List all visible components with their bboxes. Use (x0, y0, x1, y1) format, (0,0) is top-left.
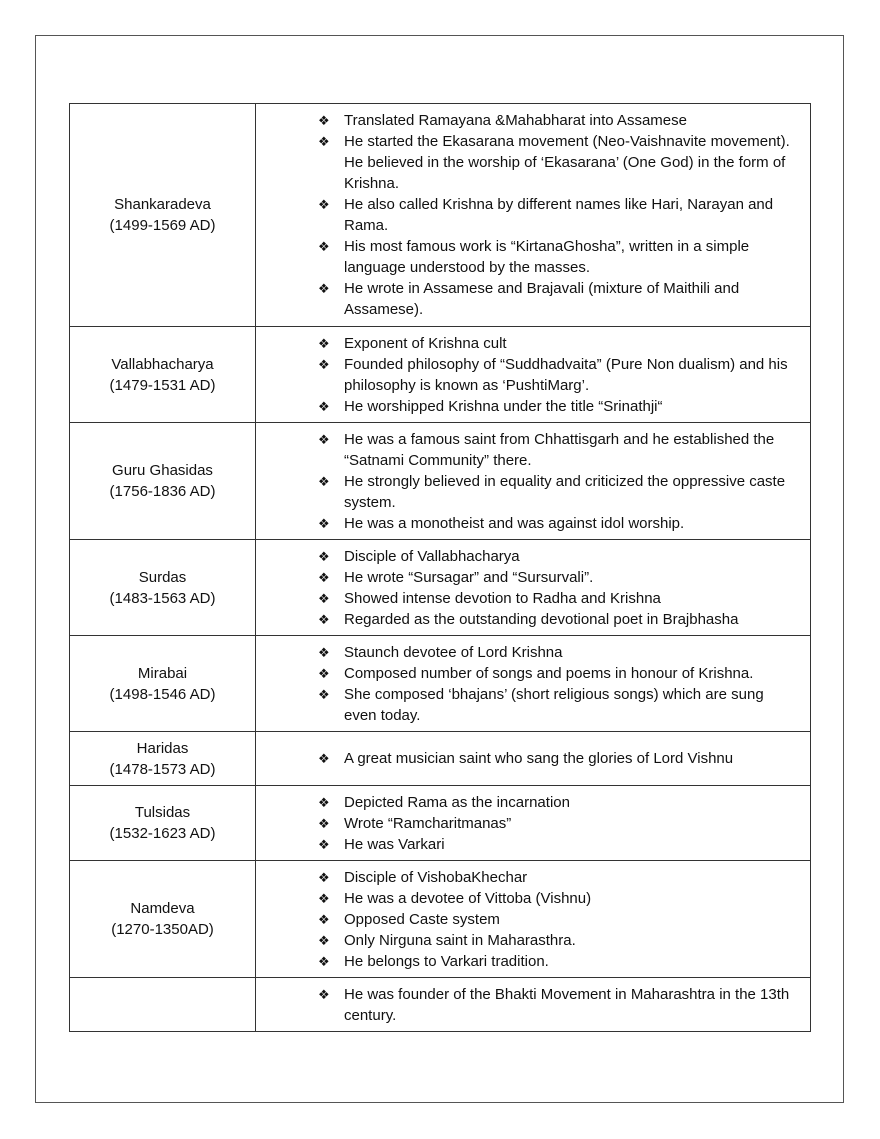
bullet-list (256, 429, 800, 534)
bullet-point: ❖ Regarded as the outstanding devotional poet in Brajbhasha (318, 609, 800, 630)
bhakti-saints-table (69, 103, 811, 1032)
table-row (70, 327, 811, 423)
bullet-point: ❖ He also called Krishna by different names like Hari, Narayan and Rama. (318, 194, 800, 236)
saint-description-cell (256, 732, 811, 786)
saint-description-cell (256, 540, 811, 636)
bullet-point: ❖ Founded philosophy of “Suddhadvaita” (Pure Non dualism) and his philosophy is known as ‘PushtiMarg’. (318, 354, 800, 396)
saint-dates: (1499-1569 AD) (109, 217, 216, 234)
table-body (70, 104, 811, 1032)
saint-name: Guru Ghasidas (112, 462, 213, 479)
saint-name: Surdas (138, 568, 187, 586)
bullet-point: ❖ He was a monotheist and was against idol worship. (318, 513, 800, 534)
bullet-point: ❖ He started the Ekasarana movement (Neo-Vaishnavite movement). He believed in the worship of ‘Ekasarana’ (One God) in the form of Krishna. (318, 131, 800, 194)
saint-name-cell (70, 327, 256, 423)
bullet-point: ❖ He strongly believed in equality and criticized the oppressive caste system. (318, 471, 800, 513)
bullet-list (256, 792, 800, 855)
bullet-list (256, 546, 800, 630)
bullet-point: ❖ Disciple of Vallabhacharya (318, 546, 800, 567)
saint-description-cell (256, 978, 811, 1032)
saint-name: Shankaradeva (114, 196, 211, 213)
saint-dates: (1270-1350AD) (111, 921, 214, 938)
saint-dates: (1532-1623 AD) (109, 825, 216, 842)
saint-name-cell (70, 732, 256, 786)
bullet-point: ❖ Depicted Rama as the incarnation (318, 792, 800, 813)
bullet-point: ❖ He wrote “Sursagar” and “Sursurvali”. (318, 567, 800, 588)
bullet-point: ❖ He worshipped Krishna under the title “Srinathji“ (318, 396, 800, 417)
saint-description-cell (256, 423, 811, 540)
saint-description-cell (256, 636, 811, 732)
saint-name-cell (70, 540, 256, 636)
bullet-point: ❖ Showed intense devotion to Radha and Krishna (318, 588, 800, 609)
saint-name: Namdeva (130, 900, 195, 917)
saint-name: Haridas (136, 739, 189, 757)
saint-description-cell (256, 786, 811, 861)
table-row (70, 636, 811, 732)
table-row (70, 423, 811, 540)
saint-name: Vallabhacharya (111, 355, 214, 373)
bullet-point: ❖ He was a famous saint from Chhattisgarh and he established the “Satnami Community” there. (318, 429, 800, 471)
saint-dates: (1756-1836 AD) (109, 483, 216, 500)
saint-dates: (1479-1531 AD) (109, 376, 216, 394)
saint-name: Mirabai (137, 664, 188, 682)
bullet-point: ❖ A great musician saint who sang the glories of Lord Vishnu (318, 748, 800, 769)
saint-name-cell (70, 104, 256, 327)
saint-description-cell (256, 104, 811, 327)
table-row (70, 732, 811, 786)
saint-name-cell (70, 636, 256, 732)
bullet-point: ❖ Opposed Caste system (318, 909, 800, 930)
bullet-point: ❖ Wrote “Ramcharitmanas” (318, 813, 800, 834)
saint-name: Tulsidas (134, 804, 191, 821)
saint-name-cell (70, 978, 256, 1032)
bullet-point: ❖ Translated Ramayana &Mahabharat into Assamese (318, 110, 800, 131)
saint-dates: (1478-1573 AD) (109, 760, 216, 778)
saint-dates: (1483-1563 AD) (109, 589, 216, 607)
bullet-list (256, 748, 800, 769)
bullet-point: ❖ She composed ‘bhajans’ (short religious songs) which are sung even today. (318, 684, 800, 726)
bullet-list (256, 110, 800, 320)
bullet-point: ❖ He was founder of the Bhakti Movement in Maharashtra in the 13th century. (318, 984, 800, 1026)
bullet-point: ❖ Only Nirguna saint in Maharasthra. (318, 930, 800, 951)
bullet-list (256, 867, 800, 972)
bullet-list (256, 333, 800, 417)
table-row (70, 786, 811, 861)
saint-name-cell (70, 423, 256, 540)
bullet-point: ❖ He was Varkari (318, 834, 800, 855)
bullet-point: ❖ Staunch devotee of Lord Krishna (318, 642, 800, 663)
saint-name-cell (70, 861, 256, 978)
bullet-point: ❖ His most famous work is “KirtanaGhosha”, written in a simple language understood by the masses. (318, 236, 800, 278)
bullet-point: ❖ He wrote in Assamese and Brajavali (mixture of Maithili and Assamese). (318, 278, 800, 320)
bullet-list (256, 642, 800, 726)
table-row (70, 861, 811, 978)
table-row (70, 104, 811, 327)
saint-description-cell (256, 327, 811, 423)
bullet-point: ❖ Composed number of songs and poems in honour of Krishna. (318, 663, 800, 684)
table-row (70, 978, 811, 1032)
bullet-point: ❖ Exponent of Krishna cult (318, 333, 800, 354)
bullet-list (256, 984, 800, 1026)
bullet-point: ❖ He was a devotee of Vittoba (Vishnu) (318, 888, 800, 909)
table-row (70, 540, 811, 636)
saint-description-cell (256, 861, 811, 978)
bullet-point: ❖ He belongs to Varkari tradition. (318, 951, 800, 972)
saint-name-cell (70, 786, 256, 861)
saint-dates: (1498-1546 AD) (109, 685, 216, 703)
bullet-point: ❖ Disciple of VishobaKhechar (318, 867, 800, 888)
